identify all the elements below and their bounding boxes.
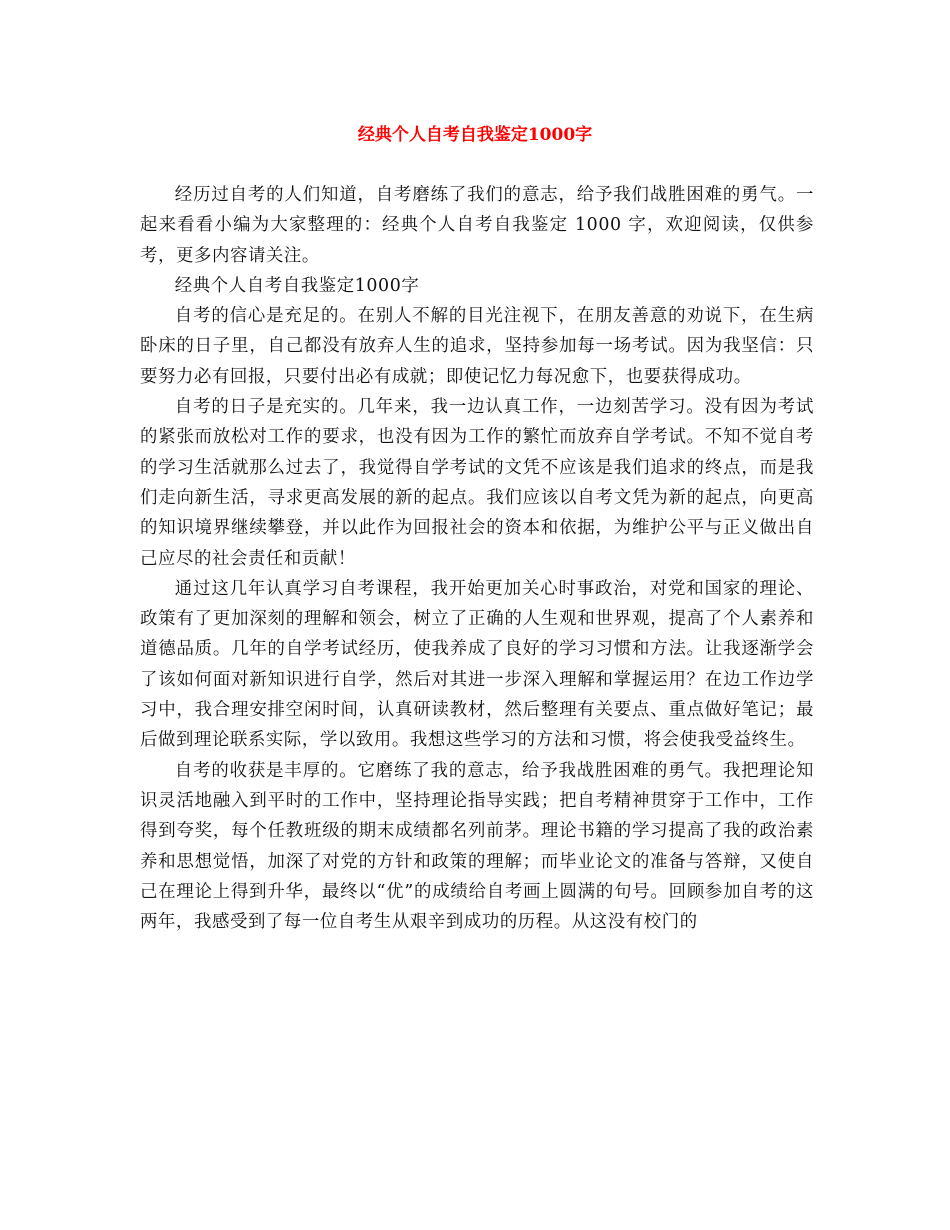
body-paragraph: 自考的日子是充实的。几年来，我一边认真工作，一边刻苦学习。没有因为考试的紧张而放松对工作的要求，也没有因为工作的繁忙而放弃自学考试。不知不觉自考的学习生活就那么过去了，我觉得自学考试的文凭不应该是我们追求的终点，而是我们走向新生活，寻求更高发展的新的起点。我们应该以自考文凭为新的起点，向更高的知识境界继续攀登，并以此作为回报社会的资本和依据，为维护公平与正义做出自己应尽的社会责任和贡献！ bbox=[140, 397, 814, 569]
document-title: 经典个人自考自我鉴定1000字 bbox=[357, 125, 593, 145]
intro-paragraph: 经历过自考的人们知道，自考磨练了我们的意志，给予我们战胜困难的勇气。一起来看看小编为大家整理的：经典个人自考自我鉴定 1000 字，欢迎阅读，仅供参考，更多内容请关注。 bbox=[140, 185, 814, 266]
body-paragraph: 自考的收获是丰厚的。它磨练了我的意志，给予我战胜困难的勇气。我把理论知识灵活地融入到平时的工作中，坚持理论指导实践；把自考精神贯穿于工作中，工作得到夸奖，每个任教班级的期末成绩都名列前茅。理论书籍的学习提高了我的政治素养和思想觉悟，加深了对党的方针和政策的理解；而毕业论文的准备与答辩，又使自己在理论上得到升华，最终以“优”的成绩给自考画上圆满的句号。回顾参加自考的这两年，我感受到了每一位自考生从艰辛到成功的历程。从这没有校门的 bbox=[140, 760, 814, 933]
body-paragraph: 通过这几年认真学习自考课程，我开始更加关心时事政治，对党和国家的理论、政策有了更加深刻的理解和领会，树立了正确的人生观和世界观，提高了个人素养和道德品质。几年的自学考试经历，使我养成了良好的学习习惯和方法。让我逐渐学会了该如何面对新知识进行自学，然后对其进一步深入理解和掌握运用？在边工作边学习中，我合理安排空闲时间，认真研读教材，然后整理有关要点、重点做好笔记；最后做到理论联系实际，学以致用。我想这些学习的方法和习惯，将会使我受益终生。 bbox=[140, 578, 814, 751]
section-heading: 经典个人自考自我鉴定1000字 bbox=[174, 275, 420, 296]
document-body bbox=[140, 180, 814, 937]
body-paragraph: 自考的信心是充足的。在别人不解的目光注视下，在朋友善意的劝说下，在生病卧床的日子里，自己都没有放弃人生的追求，坚持参加每一场考试。因为我坚信：只要努力必有回报，只要付出必有成就；即使记忆力每况愈下，也要获得成功。 bbox=[140, 306, 814, 387]
